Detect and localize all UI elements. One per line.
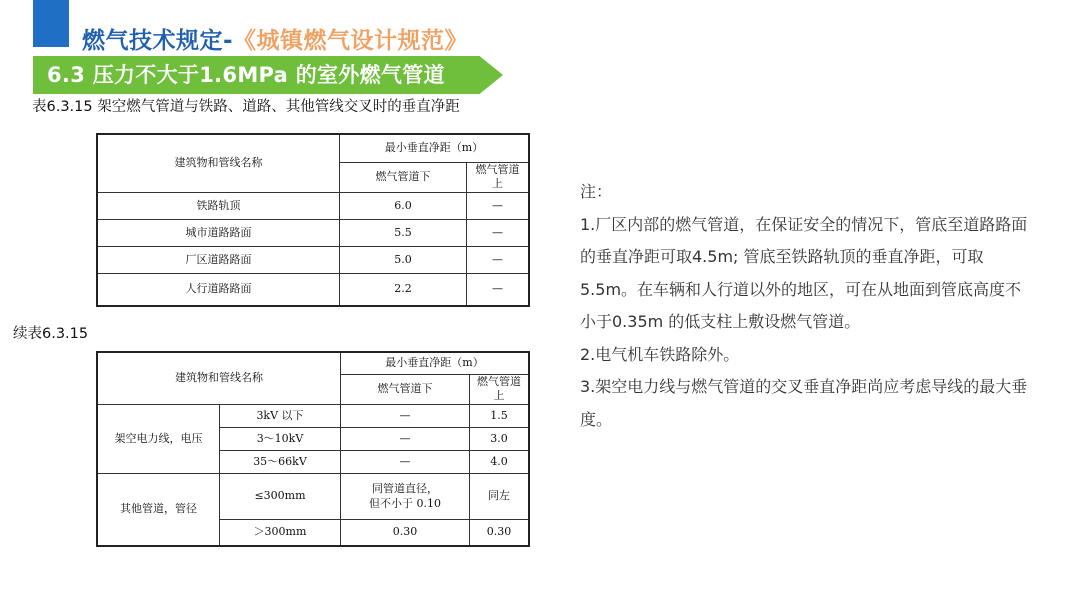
table1-cell-below: 5.0	[340, 247, 467, 274]
table2-cell-sub: 35～66kV	[220, 451, 341, 474]
table2-cell-above: 1.5	[470, 405, 530, 428]
table2-cell-sub: 3kV 以下	[220, 405, 341, 428]
table1-header-name: 建筑物和管线名称	[97, 134, 340, 193]
clearance-table	[96, 133, 530, 307]
table1-caption: 表6.3.15 架空燃气管道与铁路、道路、其他管线交叉时的垂直净距	[32, 99, 460, 115]
table2-cell-sub: ≤300mm	[220, 474, 341, 520]
table2-cell-below-line2: 但不小于 0.10	[369, 496, 441, 510]
table2-cell-below: —	[341, 405, 470, 428]
table1-cell-below: 5.5	[340, 220, 467, 247]
table2-cell-below: —	[341, 451, 470, 474]
table-row	[97, 474, 529, 520]
table2-header-below: 燃气管道下	[341, 374, 470, 405]
table2-cell-above: 0.30	[470, 520, 530, 546]
table1-cell-above: —	[467, 220, 530, 247]
table2-cell-below	[341, 474, 470, 520]
table2-cell-sub: 3～10kV	[220, 428, 341, 451]
table1-cell-name: 铁路轨顶	[97, 193, 340, 220]
table-row	[97, 193, 529, 220]
note-item: 2.电气机车铁路除外。	[580, 344, 740, 364]
table-row	[97, 274, 529, 306]
title-main: 燃气技术规定-	[82, 28, 234, 54]
table1-cell-name: 城市道路路面	[97, 220, 340, 247]
table1-cell-above: —	[467, 274, 530, 306]
title-standard: 《城镇燃气设计规范》	[233, 28, 469, 54]
table2-cell-below-line1: 同管道直径，	[372, 481, 438, 495]
clearance-table-continued	[96, 351, 530, 547]
table2-cell-above: 同左	[470, 474, 530, 520]
table1-cell-name: 人行道路路面	[97, 274, 340, 306]
table1-cell-above: —	[467, 247, 530, 274]
table1-cell-below: 2.2	[340, 274, 467, 306]
header-accent-block	[33, 0, 69, 47]
table-row	[97, 405, 529, 428]
table-row	[97, 247, 529, 274]
table2-group-power-line: 架空电力线，电压	[97, 405, 220, 474]
table2-header-group: 最小垂直净距（m）	[341, 352, 530, 374]
table1-cell-name: 厂区道路路面	[97, 247, 340, 274]
note-item: 1.厂区内部的燃气管道，在保证安全的情况下，管底至道路路面的垂直净距可取4.5m; 管底至铁路轨顶的垂直净距，可取5.5m。在车辆和人行道以外的地区，可在从地面到管底高度不小于0.35m 的低支柱上敷设燃气管道。	[580, 214, 1028, 331]
table1-header-group: 最小垂直净距（m）	[340, 134, 530, 162]
table1-header-above: 燃气管道上	[467, 162, 530, 193]
notes-heading: 注：	[580, 182, 613, 201]
table1-cell-above: —	[467, 193, 530, 220]
table2-caption: 续表6.3.15	[13, 326, 89, 342]
table2-cell-below: 0.30	[341, 520, 470, 546]
table-row	[97, 220, 529, 247]
table2-header-name: 建筑物和管线名称	[97, 352, 341, 405]
table1-cell-below: 6.0	[340, 193, 467, 220]
notes-panel	[580, 176, 1030, 436]
table2-group-other-pipes: 其他管道，管径	[97, 474, 220, 546]
table2-cell-below: —	[341, 428, 470, 451]
table2-header-above: 燃气管道上	[470, 374, 530, 405]
page-title	[82, 22, 468, 55]
table1-header-below: 燃气管道下	[340, 162, 467, 193]
section-banner-text: 6.3 压力不大于1.6MPa 的室外燃气管道	[47, 63, 445, 87]
table2-cell-sub: ＞300mm	[220, 520, 341, 546]
table2-cell-above: 3.0	[470, 428, 530, 451]
note-item: 3.架空电力线与燃气管道的交叉垂直净距尚应考虑导线的最大垂度。	[580, 377, 1028, 429]
table2-cell-above: 4.0	[470, 451, 530, 474]
